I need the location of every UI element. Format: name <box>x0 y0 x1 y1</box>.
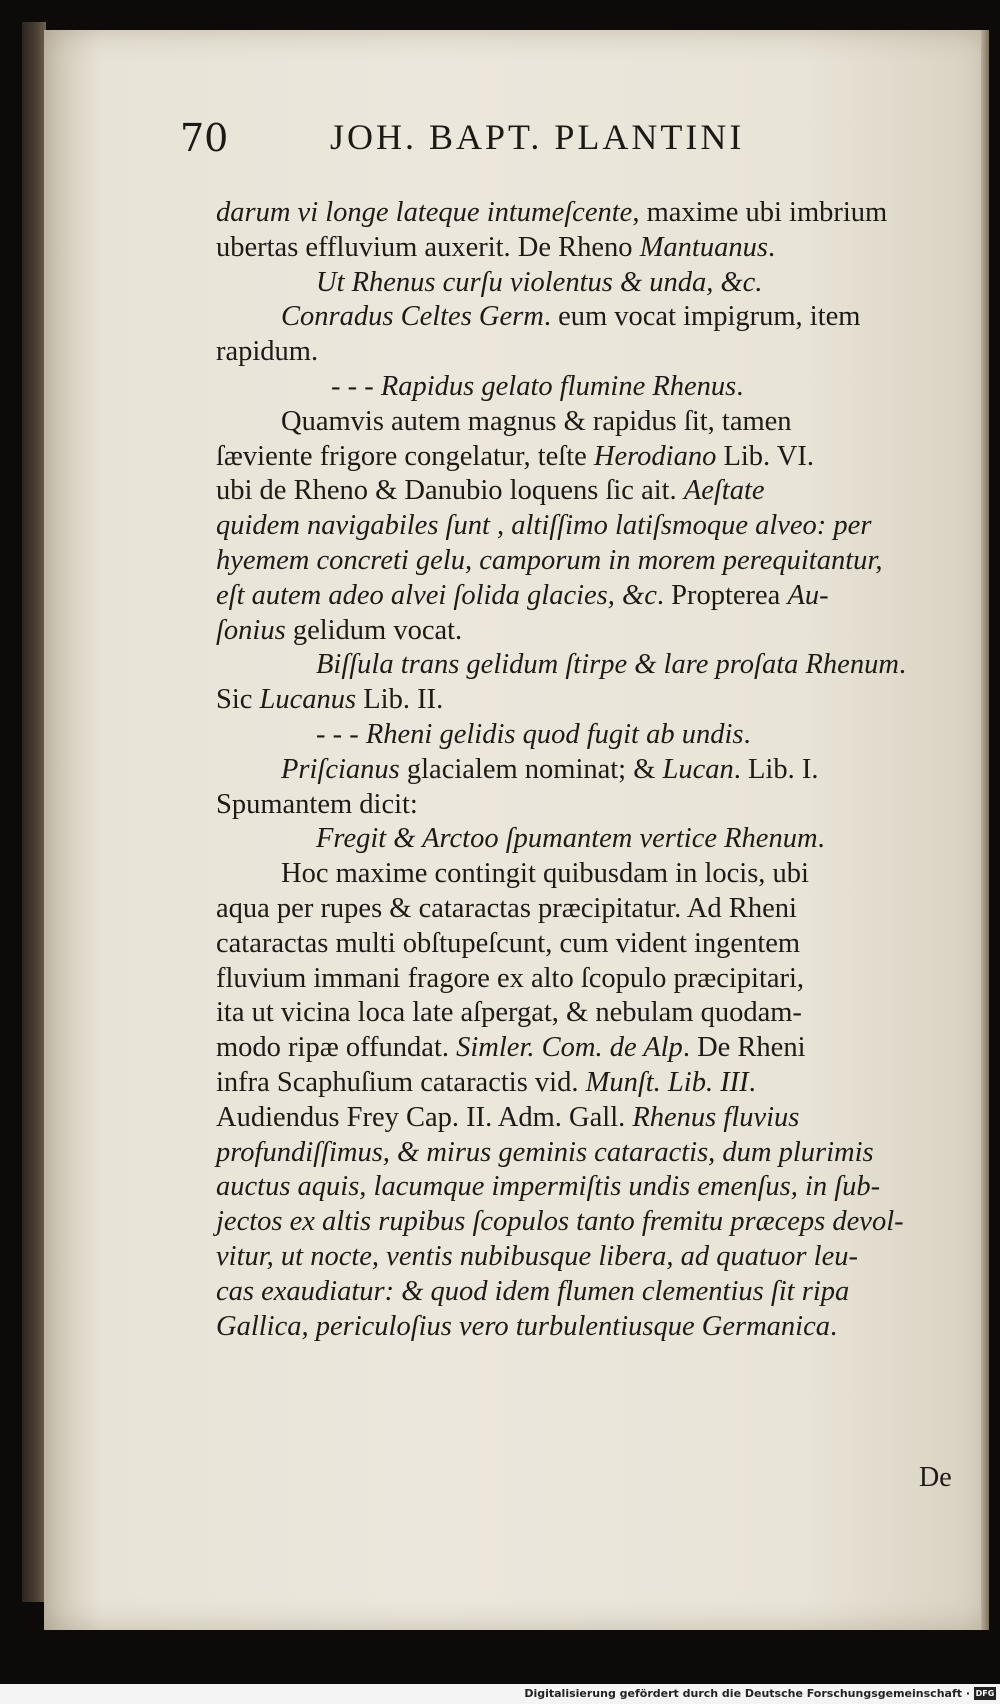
italic-segment: Lucanus <box>259 684 357 716</box>
italic-segment: auctus aquis, lacumque impermiſtis undis emenſus, in ſub- <box>216 1171 881 1203</box>
text-line <box>216 405 994 440</box>
italic-segment: cas exaudiatur: & quod idem flumen clementius ſit ripa <box>216 1275 850 1307</box>
text-line <box>216 614 994 649</box>
italic-segment: eſt autem adeo alvei ſolida glacies, &c <box>216 579 657 611</box>
italic-segment: Gallica, periculoſius vero turbulentiusque Germanica <box>216 1310 830 1342</box>
text-line <box>216 1031 994 1066</box>
text-line <box>216 509 994 544</box>
text-line <box>216 579 994 614</box>
roman-segment: . eum vocat impigrum, item <box>543 301 861 333</box>
text-line <box>216 788 994 823</box>
roman-segment: cataractas multi obſtupeſcunt, cum vident ingentem <box>216 927 801 959</box>
italic-segment: quidem navigabiles ſunt , altiſſimo latiſsmoque alveo: per <box>216 510 872 542</box>
text-line <box>216 892 994 927</box>
text-line <box>216 718 994 753</box>
text-line <box>216 648 994 683</box>
roman-segment: . De Rheni <box>682 1032 806 1064</box>
italic-segment: profundiſſimus, & mirus geminis cataractis, dum plurimis <box>216 1136 874 1168</box>
italic-segment: darum vi longe lateque intumeſcente <box>216 197 633 228</box>
italic-segment: Au- <box>787 579 829 611</box>
roman-segment: Sic <box>216 684 260 716</box>
roman-segment: , maxime ubi imbrium <box>632 197 888 228</box>
text-line <box>216 1240 994 1275</box>
text-line <box>216 1136 994 1171</box>
italic-segment: Simler. Com. de Alp <box>456 1032 683 1064</box>
italic-segment: Conradus Celtes Germ <box>281 301 544 333</box>
text-line <box>216 440 994 475</box>
text-line <box>216 857 994 892</box>
roman-segment: ubertas effluvium auxerit. De Rheno <box>216 231 640 263</box>
book-spine <box>22 22 46 1602</box>
roman-segment: glacialem nominat; & <box>399 753 663 785</box>
italic-segment: hyemem concreti gelu, camporum in morem perequitantur, <box>216 544 883 576</box>
roman-segment: Hoc maxime contingit quibusdam in locis, ubi <box>281 858 809 890</box>
text-line <box>216 1205 994 1240</box>
roman-segment: infra Scaphuſium cataractis vid. <box>216 1066 586 1098</box>
text-line <box>216 196 994 231</box>
italic-segment: Rheni gelidis quod fugit ab undis <box>365 718 744 750</box>
text-line <box>216 300 994 335</box>
body-text <box>216 196 994 1344</box>
text-line <box>216 231 994 266</box>
roman-segment: Quamvis autem magnus & rapidus ſit, tamen <box>281 405 792 437</box>
roman-segment: . <box>743 718 751 750</box>
text-line <box>216 753 994 788</box>
roman-segment: . <box>736 370 744 402</box>
footer-credit: Digitalisierung gefördert durch die Deutsche Forschungsgemeinschaft · <box>524 1687 970 1700</box>
page-header <box>180 108 860 168</box>
text-line <box>216 1066 994 1101</box>
catchword: De <box>919 1462 952 1493</box>
italic-segment: Rapidus gelato flumine Rhenus <box>380 370 737 402</box>
text-line <box>216 335 994 370</box>
text-line <box>216 822 994 857</box>
italic-segment: Munſt. Lib. III <box>585 1066 749 1098</box>
roman-segment: ubi de Rheno & Danubio loquens ſic ait. <box>216 475 684 507</box>
roman-segment: gelidum vocat. <box>285 614 463 646</box>
roman-segment: fluvium immani fragore ex alto ſcopulo præcipitari, <box>216 962 805 994</box>
italic-segment: Mantuanus <box>639 231 768 263</box>
roman-segment: Audiendus Frey Cap. II. Adm. Gall. <box>216 1101 633 1133</box>
text-line <box>216 474 994 509</box>
text-line <box>216 1310 994 1345</box>
roman-segment: . <box>898 649 907 681</box>
running-head: JOH. BAPT. PLANTINI <box>330 117 745 157</box>
digitization-footer <box>0 1684 1000 1704</box>
italic-segment: Ut Rhenus curſu violentus & unda, &c. <box>316 266 763 298</box>
text-line <box>216 1101 994 1136</box>
roman-segment: - - - <box>316 718 366 750</box>
roman-segment: Lib. VI. <box>716 440 814 472</box>
dfg-logo: DFG <box>975 1689 995 1698</box>
text-line <box>216 1170 994 1205</box>
roman-segment: Spumantem dicit: <box>216 788 418 820</box>
text-line <box>216 1275 994 1310</box>
italic-segment: Lucan <box>662 753 734 785</box>
text-line <box>216 996 994 1031</box>
roman-segment: modo ripæ offundat. <box>216 1032 457 1064</box>
text-line <box>216 962 994 997</box>
roman-segment: ita ut vicina loca late aſpergat, & nebulam quodam- <box>216 997 802 1029</box>
italic-segment: Biſſula trans gelidum ſtirpe & lare proſata Rhenum <box>316 649 899 681</box>
roman-segment: rapidum. <box>216 336 319 368</box>
italic-segment: Priſcianus <box>281 753 400 785</box>
roman-segment: . <box>767 231 776 263</box>
roman-segment: . <box>817 823 825 855</box>
italic-segment: Rhenus fluvius <box>632 1101 800 1133</box>
roman-segment: . Propterea <box>656 579 788 611</box>
roman-segment: Lib. II. <box>356 684 444 716</box>
text-line <box>216 683 994 718</box>
page-number: 70 <box>180 116 229 160</box>
italic-segment: jectos ex altis rupibus ſcopulos tanto fremitu præceps devol- <box>216 1206 904 1238</box>
italic-segment: ſonius <box>216 614 286 646</box>
text-line <box>216 927 994 962</box>
italic-segment: Aeſtate <box>683 475 765 507</box>
roman-segment: aqua per rupes & cataractas præcipitatur. Ad Rheni <box>216 892 797 924</box>
italic-segment: Fregit & Arctoo ſpumantem vertice Rhenum <box>316 823 818 855</box>
text-line <box>216 544 994 579</box>
roman-segment: . <box>829 1310 838 1342</box>
roman-segment: ſæviente frigore congelatur, teſte <box>216 440 594 472</box>
roman-segment: - - - <box>331 370 381 402</box>
italic-segment: Herodiano <box>593 440 717 472</box>
roman-segment: . Lib. I. <box>733 753 819 785</box>
italic-segment: vitur, ut nocte, ventis nubibusque libera, ad quatuor leu- <box>216 1240 858 1272</box>
text-line <box>216 370 994 405</box>
roman-segment: . <box>748 1066 756 1098</box>
text-line <box>216 266 994 301</box>
